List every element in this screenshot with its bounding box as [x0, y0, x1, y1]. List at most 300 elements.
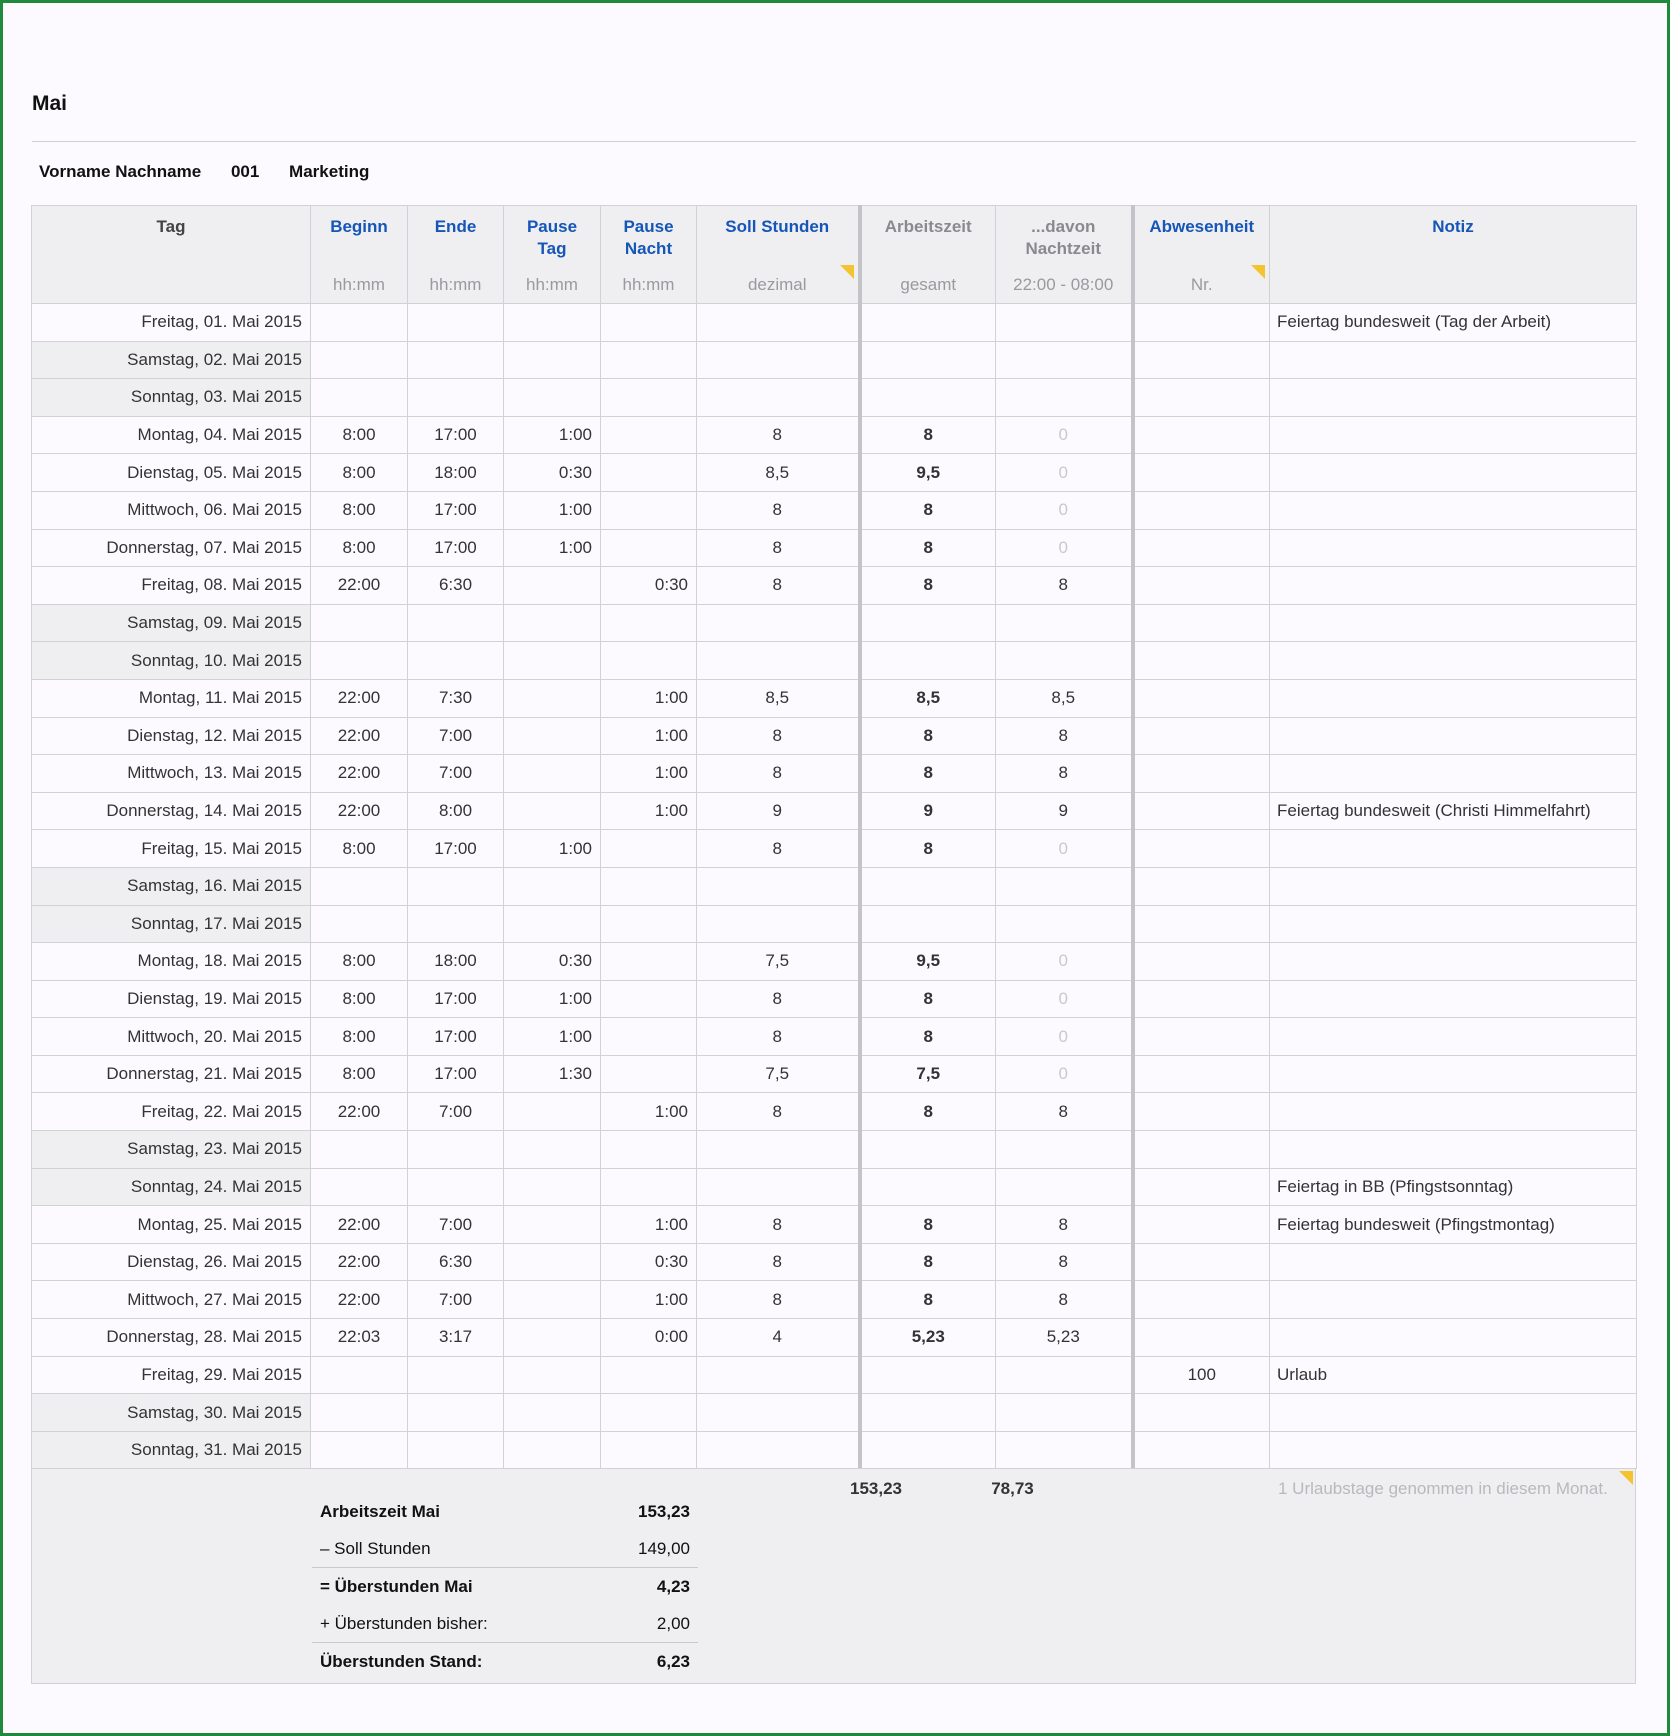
cell-abwesenheit[interactable] — [1133, 867, 1270, 905]
cell-pause-tag[interactable] — [504, 341, 601, 379]
cell-ende[interactable] — [408, 1356, 504, 1394]
cell-soll[interactable]: 8 — [697, 491, 860, 529]
cell-nachtzeit[interactable] — [996, 1131, 1133, 1169]
cell-pause-tag[interactable] — [504, 717, 601, 755]
cell-abwesenheit[interactable] — [1133, 416, 1270, 454]
cell-pause-tag[interactable] — [504, 755, 601, 793]
cell-abwesenheit[interactable] — [1133, 830, 1270, 868]
cell-arbeitszeit[interactable] — [860, 867, 996, 905]
cell-ende[interactable]: 17:00 — [408, 830, 504, 868]
cell-nachtzeit[interactable] — [996, 1168, 1133, 1206]
cell-arbeitszeit[interactable]: 8 — [860, 1093, 996, 1131]
cell-arbeitszeit[interactable]: 8 — [860, 567, 996, 605]
cell-ende[interactable]: 6:30 — [408, 567, 504, 605]
cell-nachtzeit[interactable] — [996, 1356, 1133, 1394]
cell-abwesenheit[interactable] — [1133, 943, 1270, 981]
cell-soll[interactable] — [697, 905, 860, 943]
cell-notiz[interactable] — [1270, 1093, 1637, 1131]
cell-abwesenheit[interactable] — [1133, 1131, 1270, 1169]
cell-notiz[interactable] — [1270, 755, 1637, 793]
cell-pause-nacht[interactable] — [601, 980, 697, 1018]
cell-nachtzeit[interactable]: 0 — [996, 943, 1133, 981]
cell-nachtzeit[interactable] — [996, 304, 1133, 342]
cell-beginn[interactable] — [311, 604, 408, 642]
cell-pause-tag[interactable]: 1:30 — [504, 1055, 601, 1093]
cell-pause-nacht[interactable] — [601, 1018, 697, 1056]
cell-soll[interactable] — [697, 867, 860, 905]
cell-nachtzeit[interactable] — [996, 642, 1133, 680]
cell-beginn[interactable]: 8:00 — [311, 1018, 408, 1056]
cell-soll[interactable]: 8 — [697, 529, 860, 567]
cell-arbeitszeit[interactable] — [860, 1431, 996, 1469]
cell-notiz[interactable] — [1270, 604, 1637, 642]
cell-nachtzeit[interactable]: 0 — [996, 830, 1133, 868]
cell-notiz[interactable]: Urlaub — [1270, 1356, 1637, 1394]
cell-beginn[interactable]: 8:00 — [311, 454, 408, 492]
cell-notiz[interactable] — [1270, 1319, 1637, 1357]
table-row — [32, 567, 1637, 605]
cell-soll[interactable]: 8 — [697, 830, 860, 868]
cell-beginn[interactable]: 22:00 — [311, 717, 408, 755]
cell-arbeitszeit[interactable]: 8,5 — [860, 679, 996, 717]
cell-beginn[interactable]: 22:03 — [311, 1319, 408, 1357]
cell-pause-nacht[interactable] — [601, 642, 697, 680]
cell-ende[interactable] — [408, 1168, 504, 1206]
cell-beginn[interactable]: 8:00 — [311, 416, 408, 454]
cell-nachtzeit[interactable]: 9 — [996, 792, 1133, 830]
cell-notiz[interactable] — [1270, 1281, 1637, 1319]
cell-arbeitszeit[interactable] — [860, 304, 996, 342]
cell-pause-tag[interactable] — [504, 1281, 601, 1319]
comment-flag-icon[interactable] — [840, 265, 854, 279]
cell-pause-nacht[interactable]: 1:00 — [601, 755, 697, 793]
cell-arbeitszeit[interactable]: 8 — [860, 830, 996, 868]
cell-soll[interactable]: 8 — [697, 1281, 860, 1319]
cell-soll[interactable] — [697, 1431, 860, 1469]
cell-beginn[interactable]: 22:00 — [311, 1281, 408, 1319]
cell-notiz[interactable] — [1270, 717, 1637, 755]
cell-notiz[interactable]: Feiertag bundesweit (Christi Himmelfahrt) — [1270, 792, 1637, 830]
cell-arbeitszeit[interactable]: 5,23 — [860, 1319, 996, 1357]
cell-day: Montag, 18. Mai 2015 — [32, 943, 311, 981]
cell-ende[interactable]: 7:00 — [408, 1093, 504, 1131]
cell-notiz[interactable] — [1270, 416, 1637, 454]
cell-arbeitszeit[interactable]: 8 — [860, 717, 996, 755]
cell-notiz[interactable] — [1270, 379, 1637, 417]
cell-day: Freitag, 15. Mai 2015 — [32, 830, 311, 868]
cell-arbeitszeit[interactable] — [860, 905, 996, 943]
cell-ende[interactable]: 7:30 — [408, 679, 504, 717]
cell-notiz[interactable] — [1270, 980, 1637, 1018]
cell-pause-tag[interactable] — [504, 1168, 601, 1206]
cell-beginn[interactable] — [311, 1356, 408, 1394]
cell-abwesenheit[interactable] — [1133, 1431, 1270, 1469]
cell-nachtzeit[interactable]: 8,5 — [996, 679, 1133, 717]
comment-flag-icon[interactable] — [1619, 1471, 1633, 1485]
cell-soll[interactable]: 8,5 — [697, 679, 860, 717]
cell-beginn[interactable] — [311, 304, 408, 342]
cell-pause-nacht[interactable] — [601, 304, 697, 342]
cell-day: Samstag, 02. Mai 2015 — [32, 341, 311, 379]
cell-beginn[interactable] — [311, 1431, 408, 1469]
cell-pause-nacht[interactable] — [601, 1168, 697, 1206]
cell-beginn[interactable] — [311, 867, 408, 905]
cell-pause-tag[interactable] — [504, 1356, 601, 1394]
cell-notiz[interactable] — [1270, 867, 1637, 905]
cell-ende[interactable] — [408, 867, 504, 905]
cell-arbeitszeit[interactable] — [860, 1131, 996, 1169]
cell-ende[interactable]: 6:30 — [408, 1243, 504, 1281]
cell-arbeitszeit[interactable]: 8 — [860, 1281, 996, 1319]
cell-beginn[interactable]: 22:00 — [311, 1243, 408, 1281]
cell-notiz[interactable] — [1270, 1431, 1637, 1469]
cell-nachtzeit[interactable]: 0 — [996, 529, 1133, 567]
cell-pause-nacht[interactable]: 1:00 — [601, 1281, 697, 1319]
summary-label: = Überstunden Mai — [312, 1568, 594, 1606]
cell-arbeitszeit[interactable]: 8 — [860, 529, 996, 567]
cell-arbeitszeit[interactable]: 8 — [860, 1206, 996, 1244]
employee-info — [39, 162, 394, 182]
cell-ende[interactable] — [408, 341, 504, 379]
cell-ende[interactable]: 7:00 — [408, 1281, 504, 1319]
cell-notiz[interactable] — [1270, 943, 1637, 981]
cell-pause-nacht[interactable] — [601, 379, 697, 417]
cell-pause-tag[interactable] — [504, 1319, 601, 1357]
cell-notiz[interactable] — [1270, 567, 1637, 605]
cell-abwesenheit[interactable] — [1133, 1206, 1270, 1244]
cell-pause-tag[interactable] — [504, 1131, 601, 1169]
cell-pause-nacht[interactable] — [601, 1131, 697, 1169]
cell-soll[interactable]: 9 — [697, 792, 860, 830]
cell-pause-tag[interactable] — [504, 1093, 601, 1131]
cell-pause-tag[interactable] — [504, 1243, 601, 1281]
cell-pause-tag[interactable] — [504, 905, 601, 943]
cell-ende[interactable] — [408, 304, 504, 342]
cell-notiz[interactable] — [1270, 830, 1637, 868]
cell-pause-tag[interactable]: 1:00 — [504, 830, 601, 868]
cell-pause-nacht[interactable]: 1:00 — [601, 679, 697, 717]
cell-beginn[interactable] — [311, 1131, 408, 1169]
cell-nachtzeit[interactable]: 0 — [996, 980, 1133, 1018]
cell-ende[interactable]: 17:00 — [408, 980, 504, 1018]
cell-nachtzeit[interactable]: 8 — [996, 755, 1133, 793]
cell-pause-tag[interactable]: 1:00 — [504, 491, 601, 529]
cell-abwesenheit[interactable] — [1133, 1243, 1270, 1281]
cell-pause-nacht[interactable] — [601, 830, 697, 868]
cell-arbeitszeit[interactable] — [860, 379, 996, 417]
cell-abwesenheit[interactable] — [1133, 679, 1270, 717]
cell-pause-nacht[interactable] — [601, 1356, 697, 1394]
cell-arbeitszeit[interactable]: 9 — [860, 792, 996, 830]
cell-pause-tag[interactable] — [504, 1206, 601, 1244]
cell-ende[interactable]: 17:00 — [408, 1018, 504, 1056]
cell-abwesenheit[interactable] — [1133, 905, 1270, 943]
cell-nachtzeit[interactable]: 0 — [996, 454, 1133, 492]
cell-arbeitszeit[interactable] — [860, 1394, 996, 1432]
cell-arbeitszeit[interactable] — [860, 604, 996, 642]
cell-pause-tag[interactable]: 1:00 — [504, 1018, 601, 1056]
cell-pause-tag[interactable]: 1:00 — [504, 416, 601, 454]
cell-abwesenheit[interactable] — [1133, 379, 1270, 417]
cell-pause-nacht[interactable]: 0:30 — [601, 1243, 697, 1281]
cell-abwesenheit[interactable] — [1133, 1394, 1270, 1432]
col-header-pause-tag: Pause Tag hh:mm — [504, 206, 601, 304]
table-row — [32, 867, 1637, 905]
cell-pause-tag[interactable]: 1:00 — [504, 980, 601, 1018]
cell-beginn[interactable]: 8:00 — [311, 491, 408, 529]
cell-beginn[interactable] — [311, 642, 408, 680]
cell-arbeitszeit[interactable] — [860, 1168, 996, 1206]
cell-abwesenheit[interactable] — [1133, 980, 1270, 1018]
cell-soll[interactable] — [697, 341, 860, 379]
cell-beginn[interactable]: 22:00 — [311, 1093, 408, 1131]
cell-nachtzeit[interactable]: 0 — [996, 1018, 1133, 1056]
table-row — [32, 679, 1637, 717]
cell-soll[interactable] — [697, 642, 860, 680]
cell-nachtzeit[interactable]: 0 — [996, 491, 1133, 529]
cell-beginn[interactable]: 22:00 — [311, 792, 408, 830]
cell-soll[interactable] — [697, 1131, 860, 1169]
cell-pause-tag[interactable] — [504, 604, 601, 642]
cell-soll[interactable]: 8 — [697, 567, 860, 605]
cell-soll[interactable]: 8 — [697, 1018, 860, 1056]
cell-notiz[interactable] — [1270, 529, 1637, 567]
cell-ende[interactable]: 8:00 — [408, 792, 504, 830]
cell-ende[interactable]: 17:00 — [408, 416, 504, 454]
cell-nachtzeit[interactable]: 8 — [996, 1093, 1133, 1131]
cell-beginn[interactable]: 22:00 — [311, 755, 408, 793]
cell-pause-tag[interactable] — [504, 1394, 601, 1432]
cell-nachtzeit[interactable]: 8 — [996, 1281, 1133, 1319]
cell-pause-nacht[interactable] — [601, 1394, 697, 1432]
table-row — [32, 905, 1637, 943]
cell-notiz[interactable]: Feiertag bundesweit (Pfingstmontag) — [1270, 1206, 1637, 1244]
cell-soll[interactable]: 8 — [697, 980, 860, 1018]
cell-pause-nacht[interactable]: 1:00 — [601, 1206, 697, 1244]
cell-arbeitszeit[interactable]: 7,5 — [860, 1055, 996, 1093]
cell-pause-nacht[interactable] — [601, 604, 697, 642]
cell-beginn[interactable]: 8:00 — [311, 943, 408, 981]
cell-ende[interactable] — [408, 905, 504, 943]
cell-pause-tag[interactable] — [504, 304, 601, 342]
cell-pause-nacht[interactable] — [601, 341, 697, 379]
cell-abwesenheit[interactable] — [1133, 1018, 1270, 1056]
cell-notiz[interactable] — [1270, 454, 1637, 492]
table-row — [32, 1394, 1637, 1432]
cell-nachtzeit[interactable] — [996, 1394, 1133, 1432]
cell-abwesenheit[interactable] — [1133, 604, 1270, 642]
cell-pause-tag[interactable]: 0:30 — [504, 943, 601, 981]
cell-pause-tag[interactable] — [504, 1431, 601, 1469]
cell-soll[interactable]: 8 — [697, 755, 860, 793]
cell-beginn[interactable]: 22:00 — [311, 1206, 408, 1244]
cell-nachtzeit[interactable] — [996, 341, 1133, 379]
cell-pause-nacht[interactable]: 0:30 — [601, 567, 697, 605]
cell-arbeitszeit[interactable]: 8 — [860, 980, 996, 1018]
cell-notiz[interactable]: Feiertag in BB (Pfingstsonntag) — [1270, 1168, 1637, 1206]
cell-abwesenheit[interactable] — [1133, 1281, 1270, 1319]
cell-ende[interactable]: 18:00 — [408, 943, 504, 981]
cell-arbeitszeit[interactable]: 8 — [860, 1018, 996, 1056]
cell-soll[interactable] — [697, 304, 860, 342]
cell-soll[interactable] — [697, 379, 860, 417]
cell-pause-tag[interactable] — [504, 792, 601, 830]
cell-notiz[interactable] — [1270, 1055, 1637, 1093]
cell-notiz[interactable] — [1270, 642, 1637, 680]
cell-abwesenheit[interactable] — [1133, 454, 1270, 492]
cell-soll[interactable] — [697, 604, 860, 642]
timesheet-body — [32, 304, 1637, 1469]
comment-flag-icon[interactable] — [1251, 265, 1265, 279]
cell-abwesenheit[interactable] — [1133, 642, 1270, 680]
cell-abwesenheit[interactable]: 100 — [1133, 1356, 1270, 1394]
cell-arbeitszeit[interactable]: 8 — [860, 416, 996, 454]
cell-pause-nacht[interactable] — [601, 1431, 697, 1469]
cell-ende[interactable]: 17:00 — [408, 529, 504, 567]
cell-abwesenheit[interactable] — [1133, 1319, 1270, 1357]
cell-beginn[interactable] — [311, 905, 408, 943]
cell-arbeitszeit[interactable]: 9,5 — [860, 943, 996, 981]
cell-soll[interactable]: 8,5 — [697, 454, 860, 492]
cell-abwesenheit[interactable] — [1133, 792, 1270, 830]
cell-ende[interactable]: 17:00 — [408, 491, 504, 529]
cell-soll[interactable]: 8 — [697, 416, 860, 454]
cell-beginn[interactable]: 8:00 — [311, 830, 408, 868]
cell-notiz[interactable]: Feiertag bundesweit (Tag der Arbeit) — [1270, 304, 1637, 342]
cell-notiz[interactable] — [1270, 1131, 1637, 1169]
cell-soll[interactable]: 8 — [697, 1243, 860, 1281]
cell-notiz[interactable] — [1270, 1018, 1637, 1056]
cell-ende[interactable]: 17:00 — [408, 1055, 504, 1093]
cell-nachtzeit[interactable] — [996, 379, 1133, 417]
cell-pause-nacht[interactable] — [601, 529, 697, 567]
cell-nachtzeit[interactable]: 0 — [996, 1055, 1133, 1093]
cell-abwesenheit[interactable] — [1133, 491, 1270, 529]
cell-soll[interactable] — [697, 1356, 860, 1394]
cell-pause-nacht[interactable]: 0:00 — [601, 1319, 697, 1357]
cell-soll[interactable]: 8 — [697, 1093, 860, 1131]
cell-beginn[interactable]: 8:00 — [311, 529, 408, 567]
cell-soll[interactable]: 4 — [697, 1319, 860, 1357]
cell-arbeitszeit[interactable]: 8 — [860, 1243, 996, 1281]
table-row — [32, 792, 1637, 830]
cell-pause-tag[interactable]: 0:30 — [504, 454, 601, 492]
cell-soll[interactable]: 8 — [697, 717, 860, 755]
cell-ende[interactable] — [408, 1131, 504, 1169]
cell-ende[interactable] — [408, 1431, 504, 1469]
cell-soll[interactable]: 8 — [697, 1206, 860, 1244]
table-row — [32, 980, 1637, 1018]
cell-ende[interactable]: 7:00 — [408, 755, 504, 793]
cell-pause-tag[interactable] — [504, 379, 601, 417]
cell-pause-nacht[interactable] — [601, 416, 697, 454]
cell-ende[interactable]: 18:00 — [408, 454, 504, 492]
cell-notiz[interactable] — [1270, 905, 1637, 943]
cell-beginn[interactable]: 8:00 — [311, 980, 408, 1018]
cell-arbeitszeit[interactable]: 9,5 — [860, 454, 996, 492]
cell-ende[interactable]: 7:00 — [408, 717, 504, 755]
cell-nachtzeit[interactable]: 8 — [996, 1206, 1133, 1244]
cell-pause-nacht[interactable]: 1:00 — [601, 792, 697, 830]
cell-soll[interactable]: 7,5 — [697, 1055, 860, 1093]
cell-pause-tag[interactable] — [504, 679, 601, 717]
cell-beginn[interactable] — [311, 379, 408, 417]
cell-pause-nacht[interactable] — [601, 905, 697, 943]
cell-abwesenheit[interactable] — [1133, 1093, 1270, 1131]
cell-ende[interactable] — [408, 604, 504, 642]
cell-pause-tag[interactable] — [504, 567, 601, 605]
cell-ende[interactable] — [408, 1394, 504, 1432]
cell-notiz[interactable] — [1270, 491, 1637, 529]
cell-nachtzeit[interactable]: 5,23 — [996, 1319, 1133, 1357]
cell-nachtzeit[interactable]: 8 — [996, 717, 1133, 755]
cell-notiz[interactable] — [1270, 1394, 1637, 1432]
cell-soll[interactable]: 7,5 — [697, 943, 860, 981]
cell-pause-nacht[interactable] — [601, 454, 697, 492]
cell-nachtzeit[interactable] — [996, 905, 1133, 943]
cell-beginn[interactable]: 22:00 — [311, 567, 408, 605]
cell-beginn[interactable] — [311, 1168, 408, 1206]
cell-pause-nacht[interactable] — [601, 491, 697, 529]
cell-abwesenheit[interactable] — [1133, 567, 1270, 605]
cell-pause-nacht[interactable]: 1:00 — [601, 717, 697, 755]
cell-nachtzeit[interactable]: 0 — [996, 416, 1133, 454]
cell-arbeitszeit[interactable] — [860, 341, 996, 379]
cell-pause-tag[interactable] — [504, 867, 601, 905]
cell-abwesenheit[interactable] — [1133, 1168, 1270, 1206]
cell-arbeitszeit[interactable]: 8 — [860, 491, 996, 529]
cell-abwesenheit[interactable] — [1133, 529, 1270, 567]
cell-beginn[interactable] — [311, 1394, 408, 1432]
cell-ende[interactable]: 3:17 — [408, 1319, 504, 1357]
cell-nachtzeit[interactable] — [996, 867, 1133, 905]
cell-nachtzeit[interactable] — [996, 604, 1133, 642]
cell-ende[interactable] — [408, 379, 504, 417]
cell-nachtzeit[interactable] — [996, 1431, 1133, 1469]
cell-beginn[interactable]: 8:00 — [311, 1055, 408, 1093]
cell-pause-nacht[interactable]: 1:00 — [601, 1093, 697, 1131]
cell-abwesenheit[interactable] — [1133, 341, 1270, 379]
table-row — [32, 755, 1637, 793]
cell-notiz[interactable] — [1270, 341, 1637, 379]
cell-notiz[interactable] — [1270, 1243, 1637, 1281]
cell-ende[interactable] — [408, 642, 504, 680]
cell-pause-tag[interactable] — [504, 642, 601, 680]
cell-beginn[interactable]: 22:00 — [311, 679, 408, 717]
cell-abwesenheit[interactable] — [1133, 755, 1270, 793]
cell-abwesenheit[interactable] — [1133, 717, 1270, 755]
cell-pause-tag[interactable]: 1:00 — [504, 529, 601, 567]
cell-day: Donnerstag, 14. Mai 2015 — [32, 792, 311, 830]
cell-nachtzeit[interactable]: 8 — [996, 567, 1133, 605]
table-row — [32, 454, 1637, 492]
cell-arbeitszeit[interactable] — [860, 642, 996, 680]
cell-notiz[interactable] — [1270, 679, 1637, 717]
cell-day: Mittwoch, 20. Mai 2015 — [32, 1018, 311, 1056]
cell-pause-nacht[interactable] — [601, 1055, 697, 1093]
cell-beginn[interactable] — [311, 341, 408, 379]
cell-arbeitszeit[interactable]: 8 — [860, 755, 996, 793]
cell-pause-nacht[interactable] — [601, 943, 697, 981]
cell-nachtzeit[interactable]: 8 — [996, 1243, 1133, 1281]
cell-pause-nacht[interactable] — [601, 867, 697, 905]
cell-soll[interactable] — [697, 1168, 860, 1206]
cell-ende[interactable]: 7:00 — [408, 1206, 504, 1244]
cell-abwesenheit[interactable] — [1133, 1055, 1270, 1093]
cell-arbeitszeit[interactable] — [860, 1356, 996, 1394]
cell-abwesenheit[interactable] — [1133, 304, 1270, 342]
cell-soll[interactable] — [697, 1394, 860, 1432]
